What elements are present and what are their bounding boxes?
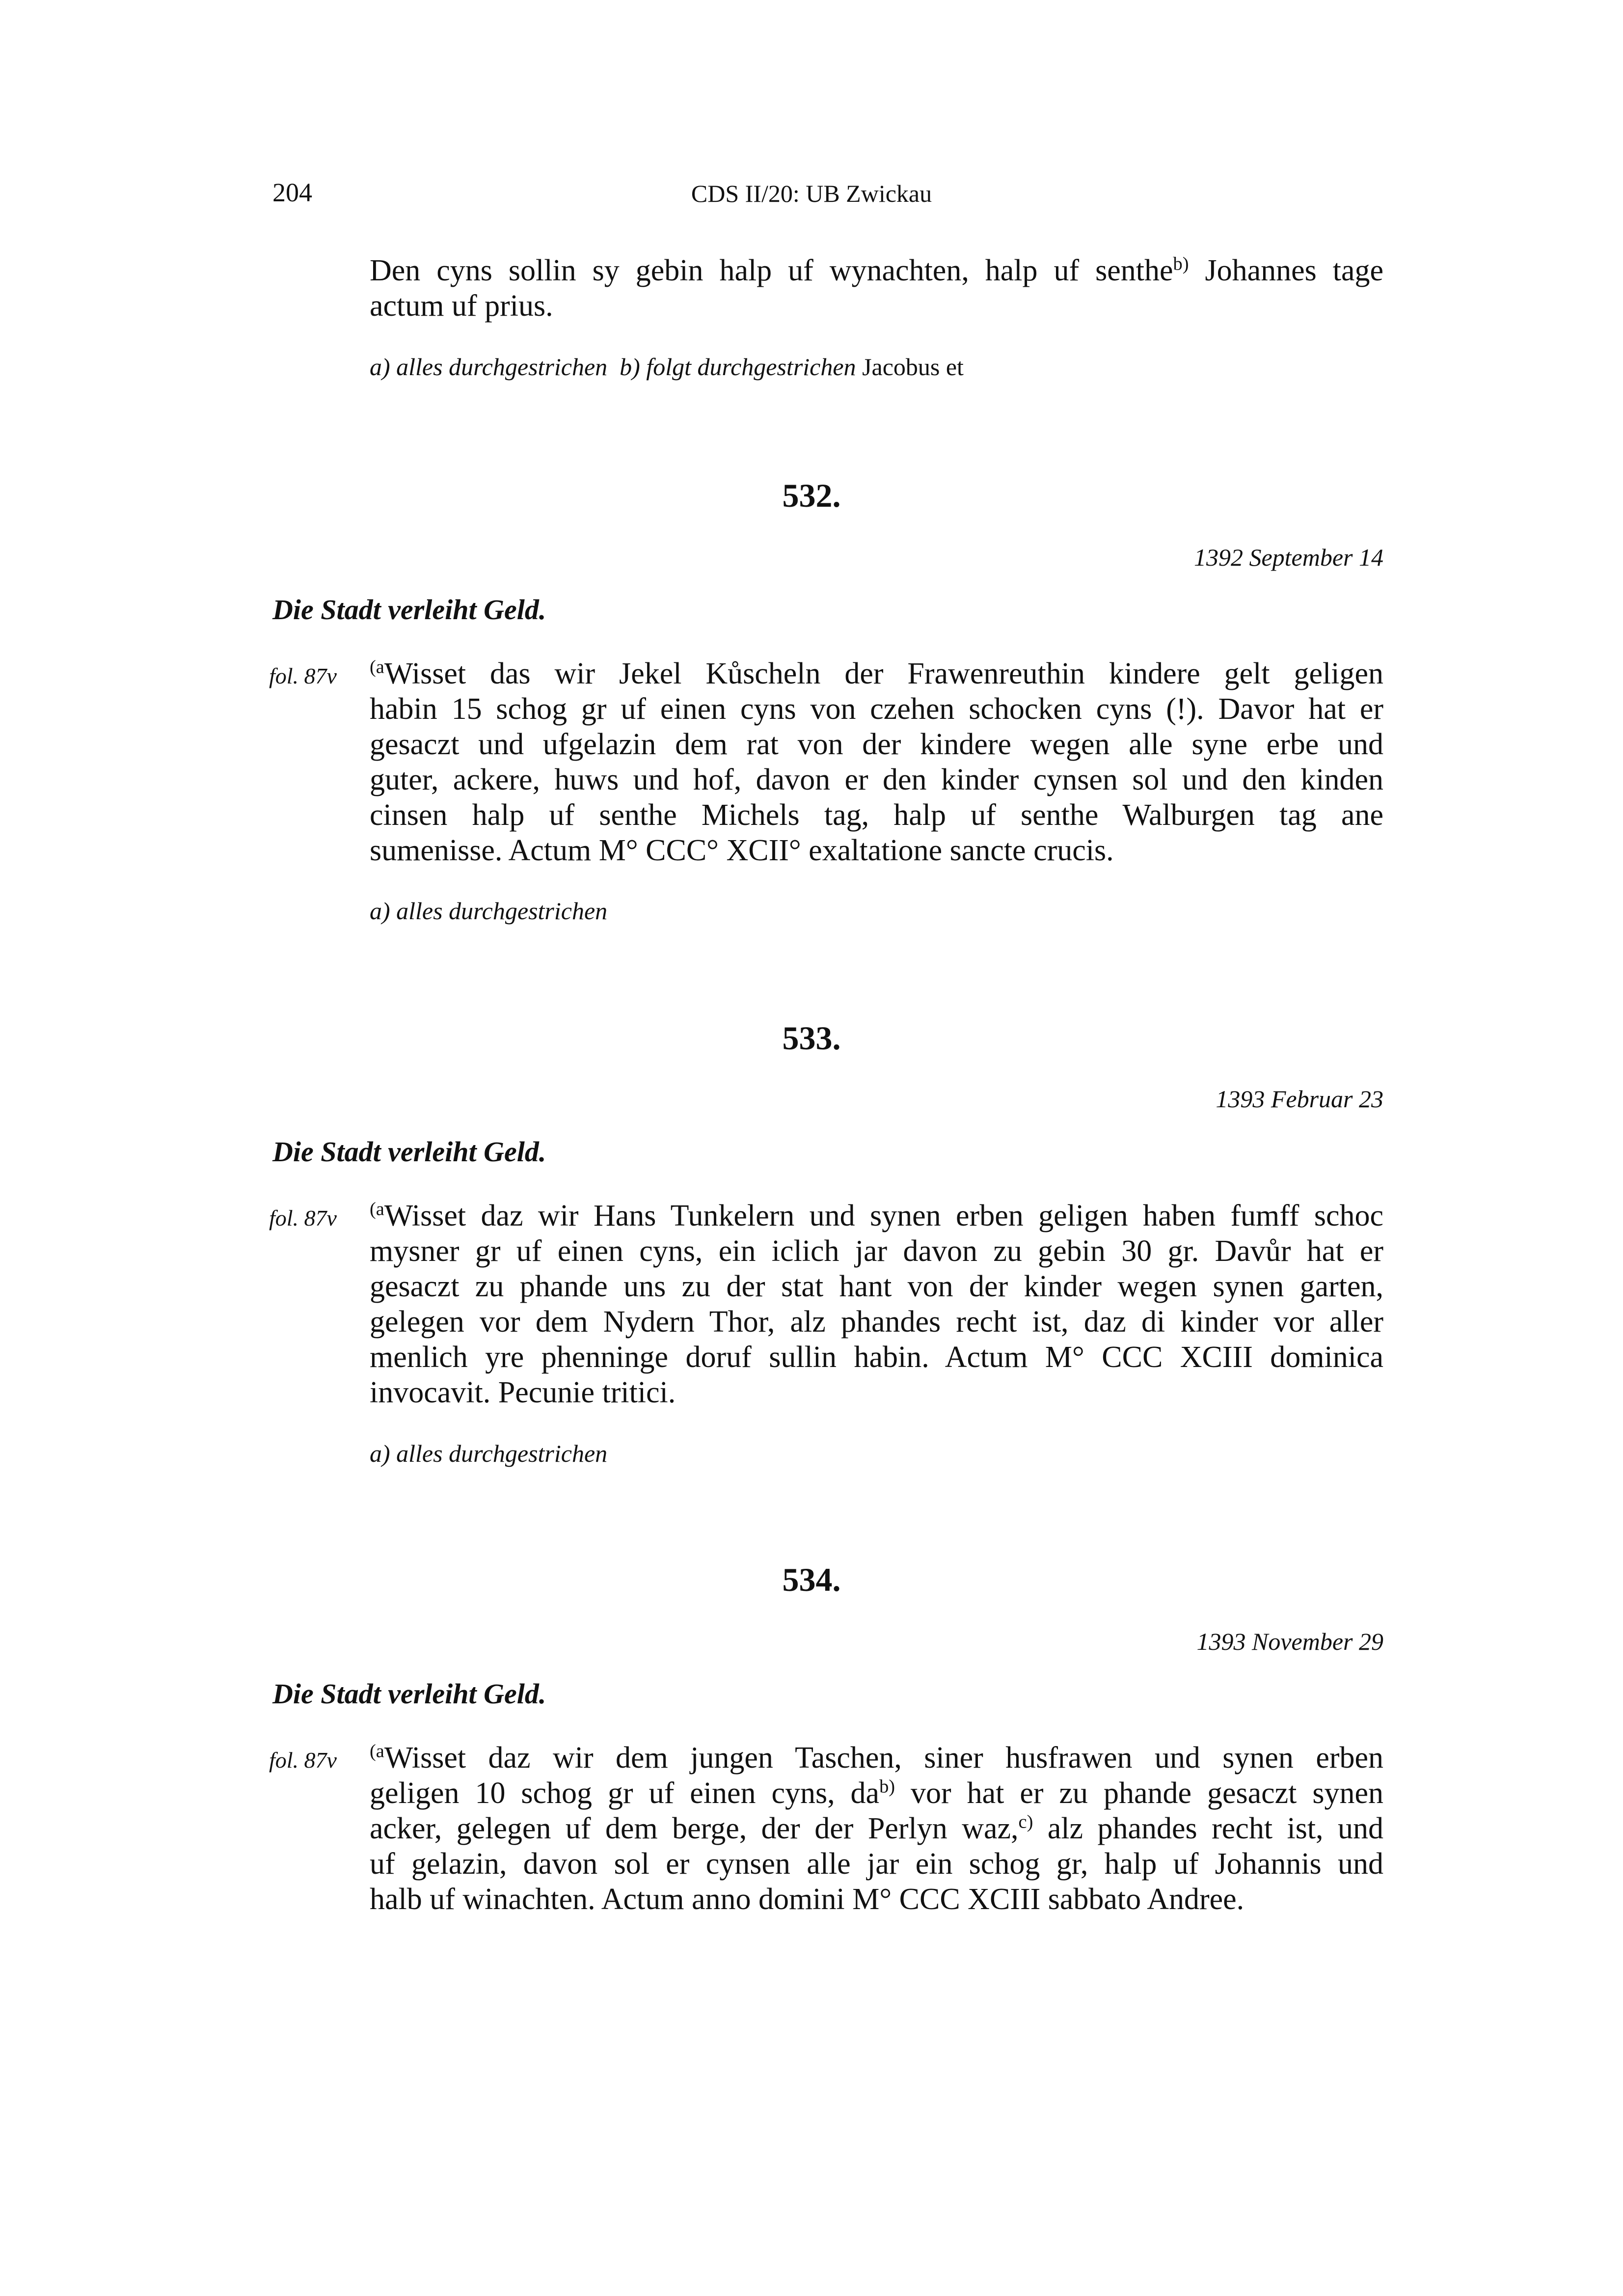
running-title: CDS II/20: UB Zwickau — [691, 180, 932, 207]
charter-line: invocavit. Pecunie tritici. — [370, 1376, 676, 1409]
charter-text — [370, 1740, 1383, 1917]
charter-number: 534. — [782, 1561, 841, 1598]
charter-heading: Die Stadt verleiht Geld. — [272, 1136, 546, 1168]
charter-date: 1393 Februar 23 — [1216, 1085, 1383, 1113]
charter-line: $^{(a}$Wisset daz wir dem jungen Taschen, siner husfrawen und synen erben — [370, 1741, 1383, 1775]
charter-heading: Die Stadt verleiht Geld. — [272, 594, 546, 626]
charter-number: 532. — [782, 477, 841, 514]
intro-line-1: Den cyns sollin sy gebin halp uf wynachten, halp uf senthe$^{b)}$ Johannes tage — [370, 253, 1384, 287]
charter-line: geligen 10 schog gr uf einen cyns, $da^{b)}$ vor hat er zu phande gesaczt synen — [370, 1776, 1383, 1810]
footnote-marker-a: (a — [370, 1741, 384, 1762]
intro-paragraph — [370, 253, 1383, 324]
charter-line: mysner gr uf einen cyns, ein iclich jar davon zu gebin 30 gr. Davůr hat er — [370, 1234, 1383, 1268]
charter-text — [370, 656, 1383, 868]
charter-line: gesaczt und ufgelazin dem rat von der kindere wegen alle syne erbe und — [370, 728, 1383, 761]
charter-footnote: a) alles durchgestrichen — [370, 897, 608, 925]
charter-text — [370, 1198, 1383, 1410]
charter-line: uf gelazin, davon sol er cynsen alle jar ein schog gr, halp uf Johannis und — [370, 1847, 1383, 1881]
footnote-marker-b: b) — [1173, 253, 1189, 274]
charter-line: halb uf winachten. Actum anno domini M° CCC XCIII sabbato Andree. — [370, 1883, 1244, 1916]
intro-line-2: actum uf prius. — [370, 289, 553, 323]
charter-line: acker, gelegen uf dem berge, der der Perlyn waz,$^{c)}$ alz phandes recht ist, und — [370, 1811, 1384, 1845]
charter-line: guter, ackere, huws und hof, davon er den kinder cynsen sol und den kinden — [370, 763, 1383, 796]
folio-reference: fol. 87v — [269, 663, 337, 688]
charter-line: gesaczt zu phande uns zu der stat hant von der kinder wegen synen garten, — [370, 1270, 1383, 1303]
charter-line: habin 15 schog gr uf einen cyns von czehen schocken cyns (!). Davor hat er — [370, 692, 1383, 726]
charter-line: gelegen vor dem Nydern Thor, alz phandes recht ist, daz di kinder vor aller — [370, 1305, 1383, 1339]
footnote-marker-c: c) — [1018, 1811, 1033, 1832]
charter-line: menlich yre phenninge doruf sullin habin. Actum M° CCC XCIII dominica — [370, 1340, 1383, 1374]
folio-reference: fol. 87v — [269, 1205, 337, 1230]
footnote-marker-a: (a — [370, 656, 384, 678]
charter-line: cinsen halp uf senthe Michels tag, halp uf senthe Walburgen tag ane — [370, 798, 1383, 832]
charter-heading: Die Stadt verleiht Geld. — [272, 1678, 546, 1710]
page-number: 204 — [272, 178, 312, 207]
charter-number: 533. — [782, 1019, 841, 1057]
charter-line: $^{(a}$Wisset das wir Jekel Kůscheln der Frawenreuthin kindere gelt geligen — [370, 656, 1383, 690]
charter-line: sumenisse. Actum M° CCC° XCII° exaltatione sancte crucis. — [370, 834, 1114, 867]
charter-date: 1393 November 29 — [1196, 1628, 1383, 1655]
intro-footnote: a) alles durchgestrichen b) folgt durchgestrichen Jacobus et — [370, 353, 964, 381]
charter-line: $^{(a}$Wisset daz wir Hans Tunkelern und synen erben geligen haben fumff schoc — [370, 1199, 1383, 1232]
folio-reference: fol. 87v — [269, 1748, 337, 1773]
footnote-marker-a: (a — [370, 1199, 384, 1220]
charter-footnote: a) alles durchgestrichen — [370, 1440, 608, 1467]
footnote-marker-b: b) — [879, 1776, 895, 1797]
charter-date: 1392 September 14 — [1193, 544, 1383, 571]
